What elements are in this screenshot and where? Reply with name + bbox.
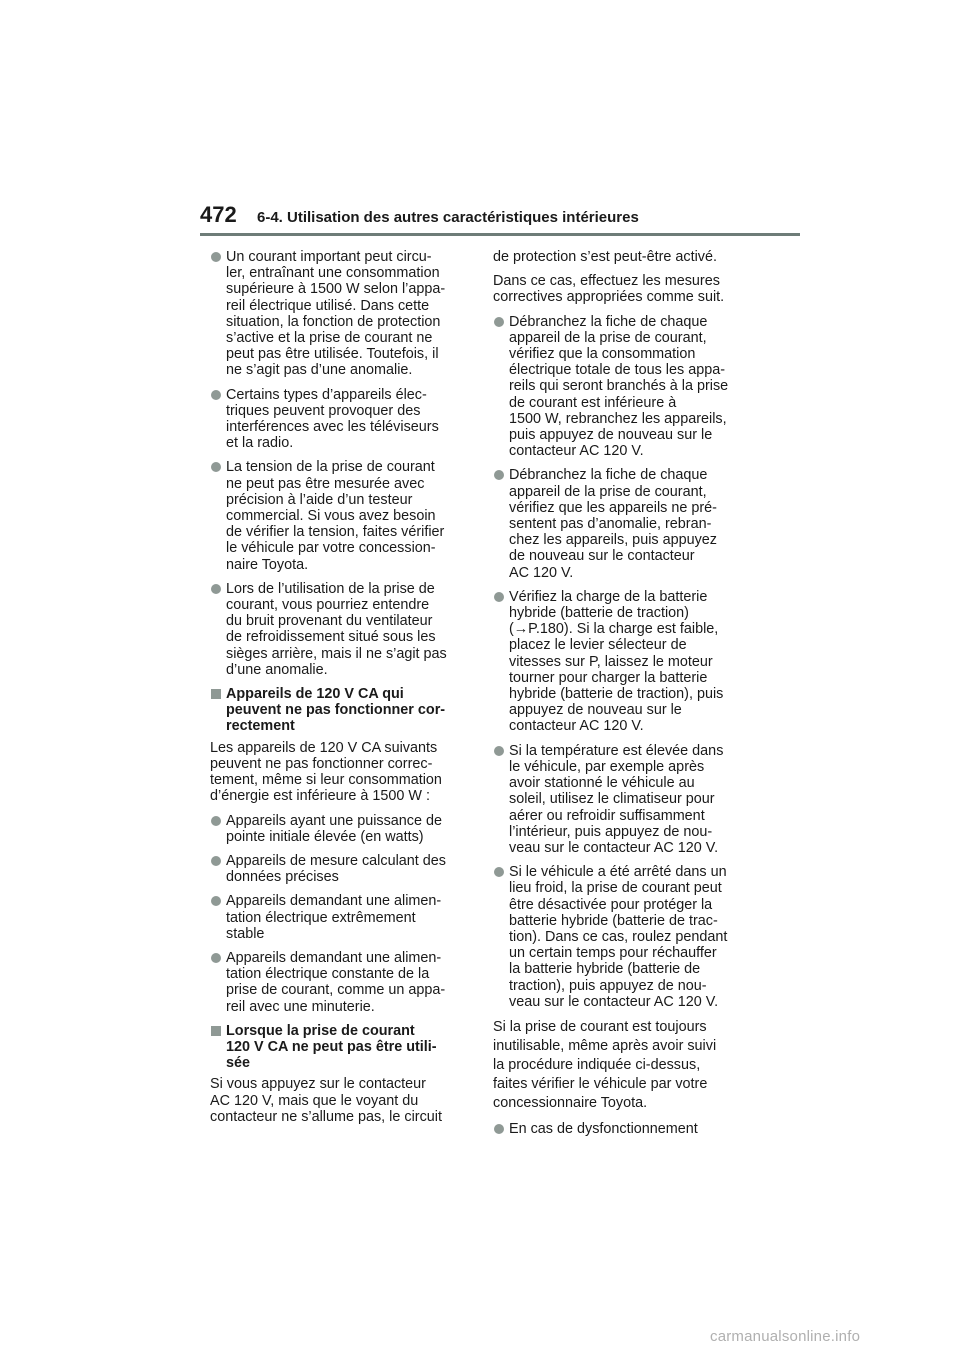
text-line: AC 120 V. xyxy=(509,564,574,581)
text-line: tation électrique constante de la xyxy=(226,966,430,983)
text-line: traction), puis appuyez de nou- xyxy=(509,977,707,994)
text-line: pointe initiale élevée (en watts) xyxy=(226,828,424,845)
text-line: de nouveau sur le contacteur xyxy=(509,548,695,565)
bullet-item xyxy=(493,743,755,856)
text-line: Appareils demandant une alimen- xyxy=(226,893,442,910)
text-line: contacteur AC 120 V. xyxy=(509,718,644,735)
bullet-item xyxy=(493,589,755,735)
text-line: le véhicule par votre concession- xyxy=(226,540,436,557)
text-line: Lors de l’utilisation de la prise de xyxy=(226,580,435,597)
text-line: tation électrique extrêmement xyxy=(226,909,416,926)
text-line: Les appareils de 120 V CA suivants xyxy=(210,739,438,756)
text-line: d’une anomalie. xyxy=(226,661,328,678)
text-line: naire Toyota. xyxy=(226,556,309,573)
bullet-item xyxy=(493,314,755,460)
bullet-item xyxy=(210,249,472,379)
text-line: appuyez de nouveau sur le xyxy=(509,702,682,719)
bullet-item xyxy=(210,853,472,885)
text-line: peut pas être utilisée. Toutefois, il xyxy=(226,346,439,363)
text-line: Certains types d’appareils élec- xyxy=(226,386,427,403)
bullet-dot-icon xyxy=(211,390,221,400)
bullet-item xyxy=(493,864,755,1010)
left-column xyxy=(210,249,472,1133)
text-line: de refroidissement situé sous les xyxy=(226,629,436,646)
bullet-dot-icon xyxy=(494,867,504,877)
bullet-dot-icon xyxy=(211,252,221,262)
text-line: reils qui seront branchés à la prise xyxy=(509,378,729,395)
text-line: Un courant important peut circu- xyxy=(226,249,432,265)
watermark: carmanualsonline.info xyxy=(710,1328,861,1345)
text-line: le véhicule, par exemple après xyxy=(509,758,705,775)
bullet-dot-icon xyxy=(211,896,221,906)
text-line: situation, la fonction de protection xyxy=(226,313,441,330)
text-line: Si vous appuyez sur le contacteur xyxy=(210,1076,426,1093)
text-line: AC 120 V, mais que le voyant du xyxy=(210,1092,419,1109)
bullet-item xyxy=(210,813,472,845)
text-line: Appareils de 120 V CA qui xyxy=(226,686,404,703)
text-line: supérieure à 1500 W selon l’appa- xyxy=(226,281,446,298)
text-line: Vérifiez la charge de la batterie xyxy=(509,588,708,605)
text-line: puis appuyez de nouveau sur le xyxy=(509,427,713,444)
square-bullet-icon xyxy=(211,1026,221,1036)
bullet-dot-icon xyxy=(211,584,221,594)
text-line: chez les appareils, puis appuyez xyxy=(509,532,717,549)
paragraph xyxy=(493,249,755,265)
paragraph xyxy=(210,1076,472,1125)
text-line: batterie hybride (batterie de trac- xyxy=(509,912,718,929)
text-line: contacteur ne s’allume pas, le circuit xyxy=(210,1108,442,1125)
section-title: 6-4. Utilisation des autres caractéristiques intérieures xyxy=(257,209,639,226)
text-line: 120 V CA ne peut pas être utili- xyxy=(226,1038,437,1055)
text-line: Si la prise de courant est toujours xyxy=(493,1018,707,1035)
bullet-item xyxy=(210,387,472,452)
text-line: stable xyxy=(226,925,265,942)
text-line: du bruit provenant du ventilateur xyxy=(226,613,433,630)
text-line: appareil de la prise de courant, xyxy=(509,329,707,346)
text-line: Si la température est élevée dans xyxy=(509,742,724,759)
text-line: et la radio. xyxy=(226,435,294,452)
text-line: vérifiez que les appareils ne pré- xyxy=(509,499,717,516)
bullet-dot-icon xyxy=(494,746,504,756)
bullet-dot-icon xyxy=(211,856,221,866)
header-rule xyxy=(200,233,800,236)
text-line: peuvent ne pas fonctionner cor- xyxy=(226,702,446,719)
text-line: Débranchez la fiche de chaque xyxy=(509,467,708,484)
text-line: aérer ou refroidir suffisamment xyxy=(509,807,705,824)
text-line: hybride (batterie de traction) xyxy=(509,605,689,622)
bullet-dot-icon xyxy=(494,592,504,602)
text-line: correctives appropriées comme suit. xyxy=(493,289,725,306)
bullet-item xyxy=(493,467,755,580)
text-line: données précises xyxy=(226,869,339,886)
text-line: veau sur le contacteur AC 120 V. xyxy=(509,839,719,856)
page-number: 472 xyxy=(200,202,237,227)
text-line: ler, entraînant une consommation xyxy=(226,265,440,282)
text-line: veau sur le contacteur AC 120 V. xyxy=(509,993,719,1010)
bullet-dot-icon xyxy=(494,317,504,327)
text-line: l’intérieur, puis appuyez de nou- xyxy=(509,823,713,840)
text-line: d’énergie est inférieure à 1500 W : xyxy=(210,788,430,805)
text-line: peuvent ne pas fonctionner correc- xyxy=(210,755,433,772)
bullet-dot-icon xyxy=(494,470,504,480)
text-line: être désactivée pour protéger la xyxy=(509,896,713,913)
text-line: courant, vous pourriez entendre xyxy=(226,597,430,614)
subheading xyxy=(210,686,472,735)
text-line: rectement xyxy=(226,718,295,735)
text-line: la procédure indiquée ci-dessus, xyxy=(493,1056,701,1073)
text-line: reil électrique utilisé. Dans cette xyxy=(226,297,430,314)
text-line: tement, même si leur consommation xyxy=(210,772,442,789)
text-line: ne peut pas être mesurée avec xyxy=(226,475,425,492)
text-line: de protection s’est peut-être activé. xyxy=(493,249,717,265)
text-line: Appareils demandant une alimen- xyxy=(226,949,442,966)
paragraph xyxy=(493,273,755,305)
bullet-item xyxy=(210,950,472,1015)
text-line: (→P.180). Si la charge est faible, xyxy=(509,621,719,638)
text-line: sentent pas d’anomalie, rebran- xyxy=(509,516,712,533)
text-line: En cas de dysfonctionnement xyxy=(509,1120,698,1137)
bullet-dot-icon xyxy=(211,462,221,472)
text-line: Appareils de mesure calculant des xyxy=(226,852,446,869)
text-line: La tension de la prise de courant xyxy=(226,459,435,476)
text-line: Lorsque la prise de courant xyxy=(226,1022,415,1039)
text-line: prise de courant, comme un appa- xyxy=(226,982,446,999)
text-line: ne s’agit pas d’une anomalie. xyxy=(226,362,413,379)
text-line: inutilisable, même après avoir suivi xyxy=(493,1037,717,1054)
text-line: 1500 W, rebranchez les appareils, xyxy=(509,410,727,427)
bullet-dot-icon xyxy=(211,816,221,826)
text-line: vérifiez que la consommation xyxy=(509,346,696,363)
text-line: commercial. Si vous avez besoin xyxy=(226,508,436,525)
text-line: s’active et la prise de courant ne xyxy=(226,330,433,347)
paragraph xyxy=(493,1018,755,1113)
text-line: soleil, utilisez le climatiseur pour xyxy=(509,791,715,808)
text-line: reil avec une minuterie. xyxy=(226,998,375,1015)
bullet-item xyxy=(210,893,472,942)
text-line: Débranchez la fiche de chaque xyxy=(509,313,708,330)
text-line: tourner pour charger la batterie xyxy=(509,669,708,686)
text-line: la batterie hybride (batterie de xyxy=(509,961,701,978)
text-line: hybride (batterie de traction), puis xyxy=(509,686,724,703)
text-line: Dans ce cas, effectuez les mesures xyxy=(493,273,720,290)
right-column xyxy=(493,249,755,1145)
page-header xyxy=(200,202,800,236)
square-bullet-icon xyxy=(211,689,221,699)
text-line: faites vérifier le véhicule par votre xyxy=(493,1075,708,1092)
text-line: avoir stationné le véhicule au xyxy=(509,775,695,792)
text-line: de courant est inférieure à xyxy=(509,394,677,411)
text-line: un certain temps pour réchauffer xyxy=(509,945,717,962)
text-line: appareil de la prise de courant, xyxy=(509,483,707,500)
bullet-item xyxy=(493,1121,755,1137)
text-line: Si le véhicule a été arrêté dans un xyxy=(509,864,727,881)
text-line: précision à l’aide d’un testeur xyxy=(226,491,413,508)
text-line: triques peuvent provoquer des xyxy=(226,402,421,419)
paragraph xyxy=(210,740,472,805)
text-line: placez le levier sélecteur de xyxy=(509,637,687,654)
text-line: électrique totale de tous les appa- xyxy=(509,362,726,379)
subheading xyxy=(210,1023,472,1072)
text-line: contacteur AC 120 V. xyxy=(509,443,644,460)
text-line: lieu froid, la prise de courant peut xyxy=(509,880,722,897)
text-line: interférences avec les téléviseurs xyxy=(226,419,439,436)
bullet-dot-icon xyxy=(211,953,221,963)
bullet-item xyxy=(210,459,472,572)
text-line: vitesses sur P, laissez le moteur xyxy=(509,653,713,670)
bullet-dot-icon xyxy=(494,1124,504,1134)
bullet-item xyxy=(210,581,472,678)
text-line: tion). Dans ce cas, roulez pendant xyxy=(509,928,728,945)
text-line: Appareils ayant une puissance de xyxy=(226,812,443,829)
text-line: sièges arrière, mais il ne s’agit pas xyxy=(226,645,447,662)
text-line: sée xyxy=(226,1055,251,1072)
text-line: de vérifier la tension, faites vérifier xyxy=(226,524,445,541)
text-line: concessionnaire Toyota. xyxy=(493,1094,648,1111)
